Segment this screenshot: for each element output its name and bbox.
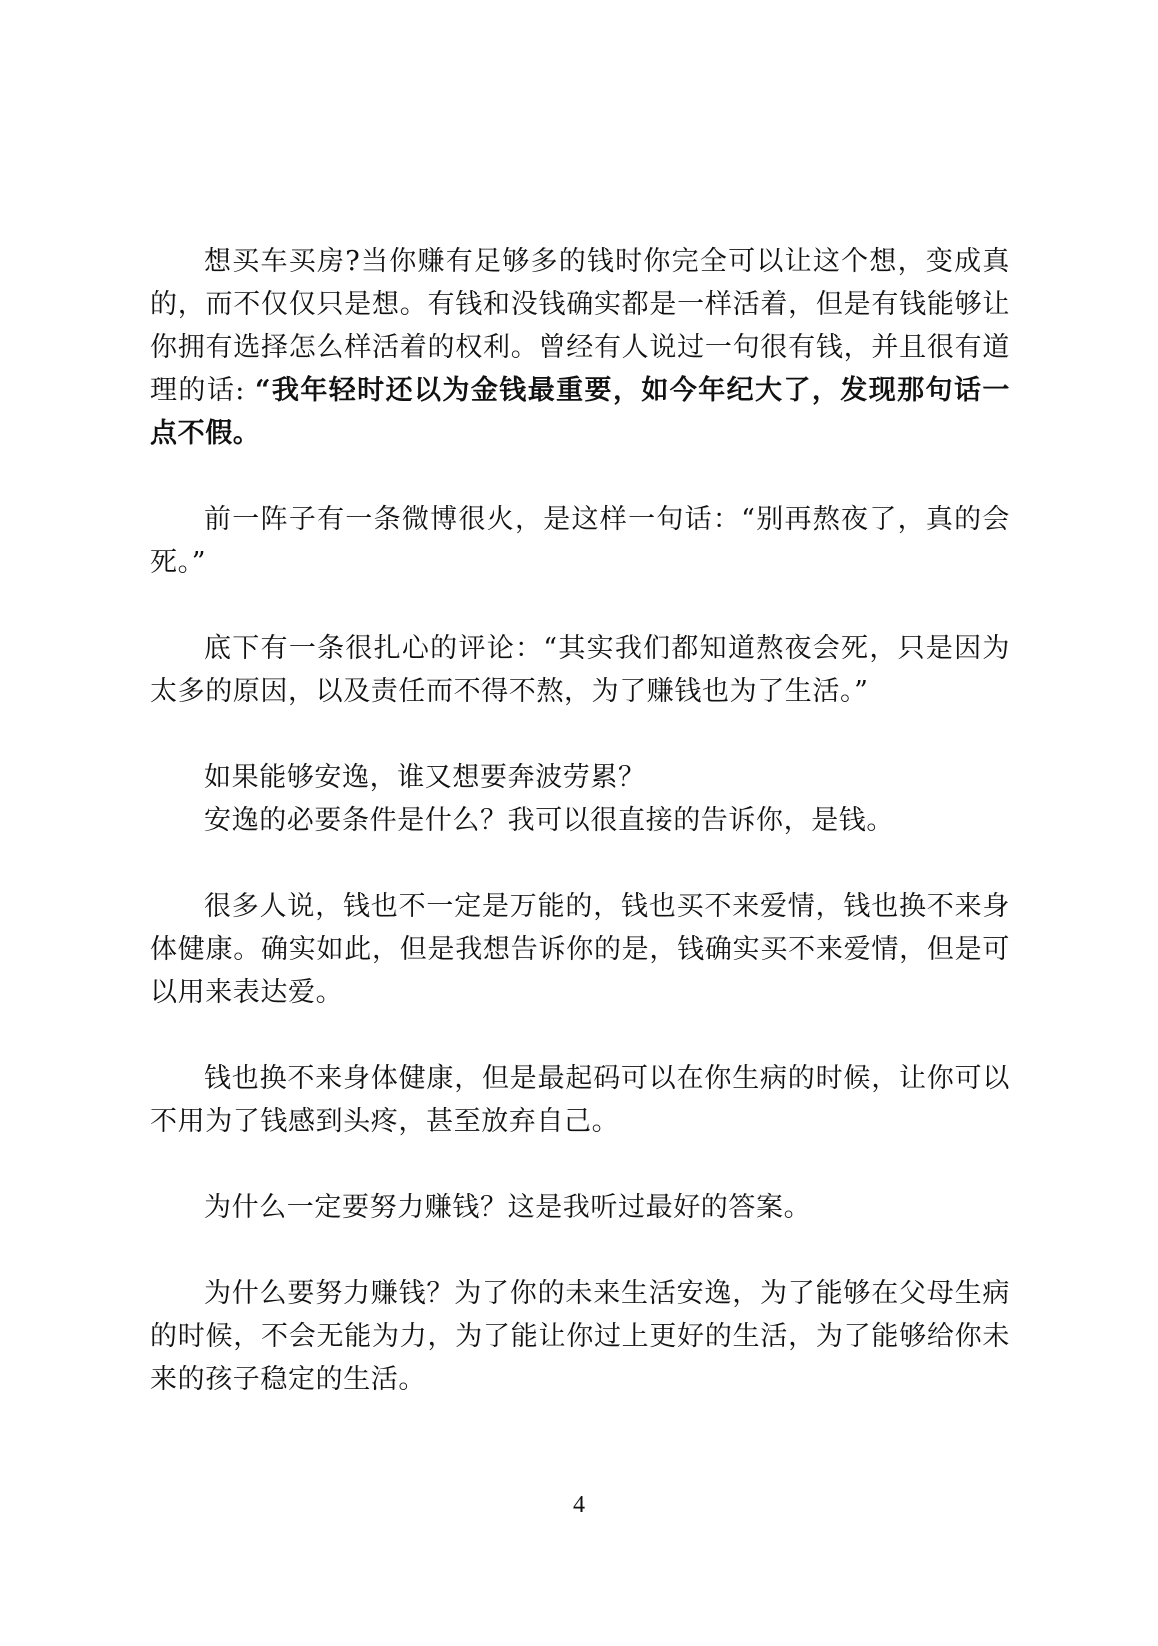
paragraph-5: 安逸的必要条件是什么？我可以很直接的告诉你，是钱。: [204, 805, 894, 836]
paragraph-1: [150, 240, 1010, 455]
page-number: 4: [573, 1492, 585, 1518]
paragraph-7: 钱也换不来身体健康，但是最起码可以在你生病的时候，让你可以不用为了钱感到头疼，甚至放弃自己。: [150, 1063, 1010, 1137]
paragraph-4: 如果能够安逸，谁又想要奔波劳累？: [204, 762, 646, 793]
paragraph-1-text: 想买车买房?当你赚有足够多的钱时你完全可以让这个想，变成真的，而不仅仅只是想。有钱和没钱确实都是一样活着，但是有钱能够让你拥有选择怎么样活着的权利。曾经有人说过一句很有钱，并且很有道理的话:: [150, 246, 1010, 406]
paragraph-2: 前一阵子有一条微博很火，是这样一句话：“别再熬夜了，真的会死。”: [150, 504, 1010, 578]
paragraph-6: 很多人说，钱也不一定是万能的，钱也买不来爱情，钱也换不来身体健康。确实如此，但是我想告诉你的是，钱确实买不来爱情，但是可以用来表达爱。: [150, 891, 1010, 1008]
paragraph-9: 为什么要努力赚钱？为了你的未来生活安逸，为了能够在父母生病的时候，不会无能为力，为了能让你过上更好的生活，为了能够给你未来的孩子稳定的生活。: [150, 1278, 1010, 1395]
paragraph-3: 底下有一条很扎心的评论：“其实我们都知道熬夜会死，只是因为太多的原因，以及责任而不得不熬，为了赚钱也为了生活。”: [150, 633, 1010, 707]
body-text: [150, 240, 1010, 1444]
paragraph-8: 为什么一定要努力赚钱？这是我听过最好的答案。: [204, 1192, 812, 1223]
paragraph-1-bold-quote: “我年轻时还以为金钱最重要，如今年纪大了，发现那句话一点不假。: [150, 375, 1010, 449]
